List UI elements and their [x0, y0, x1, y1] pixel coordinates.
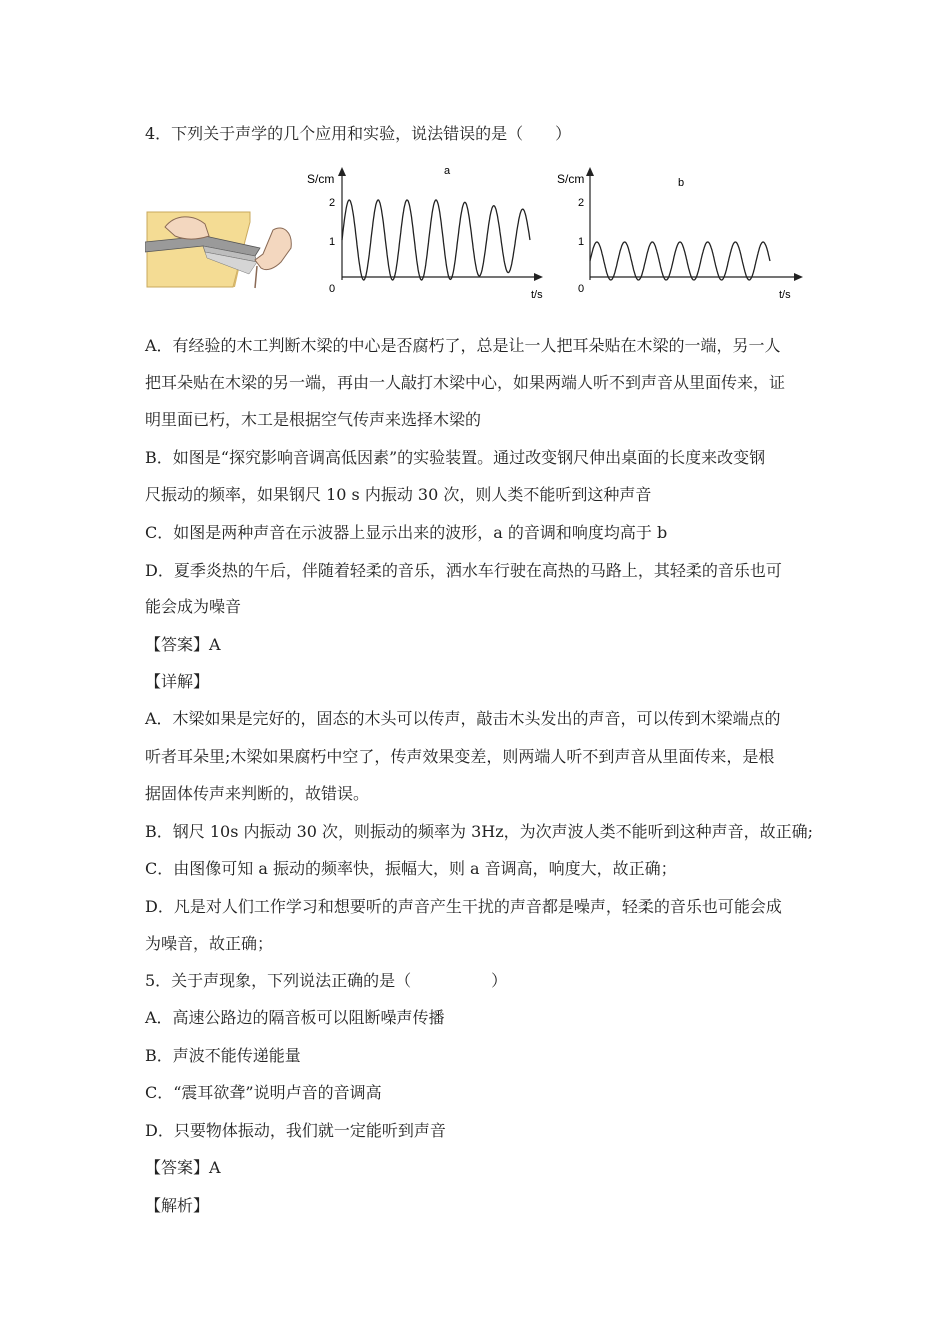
graph-b-ylabel: S/cm: [557, 172, 585, 186]
graph-b-tick-2: 2: [578, 197, 585, 209]
q4-option-line-5: 尺振动的频率，如果钢尺 10 s 内振动 30 次，则人类不能听到这种声音: [145, 485, 652, 504]
graph-b-tick-0: 0: [578, 283, 585, 295]
q4-figure-svg: [145, 162, 815, 312]
ruler-table-illustration: [145, 212, 291, 288]
q4-detail-line-1: A．木梁如果是完好的，固态的木头可以传声，敲击木头发出的声音，可以传到木梁端点的: [145, 709, 781, 728]
q4-option-line-4: B．如图是“探究影响音调高低因素”的实验装置。通过改变钢尺伸出桌面的长度来改变钢: [145, 448, 766, 467]
q4-option-line-1: A．有经验的木工判断木梁的中心是否腐朽了，总是让一人把耳朵贴在木梁的一端，另一人: [145, 336, 781, 355]
q4-detail-line-6: D．凡是对人们工作学习和想要听的声音产生干扰的声音都是噪声，轻柔的音乐也可能会成: [145, 897, 782, 916]
q4-question: 4．下列关于声学的几个应用和实验，说法错误的是（ ）: [145, 124, 572, 143]
q4-detail-line-3: 据固体传声来判断的，故错误。: [145, 784, 370, 803]
q5-question: 5．关于声现象，下列说法正确的是（ ）: [145, 971, 508, 990]
graph-b-x-arrow: [794, 273, 803, 281]
graph-a-wave: [342, 200, 530, 280]
q4-option-line-8: 能会成为噪音: [145, 597, 242, 616]
graph-b-tick-1: 1: [578, 236, 585, 248]
q4-option-line-7: D．夏季炎热的午后，伴随着轻柔的音乐，洒水车行驶在高热的马路上，其轻柔的音乐也可: [145, 561, 782, 580]
q4-detail-line-7: 为噪音，故正确；: [145, 934, 274, 953]
graph-b: [557, 167, 803, 301]
q5-option-a: A．高速公路边的隔音板可以阻断噪声传播: [145, 1008, 445, 1027]
graph-a-tick-2: 2: [329, 197, 336, 209]
q4-detail-line-4: B．钢尺 10s 内振动 30 次，则振动的频率为 3Hz，为次声波人类不能听到这种声音，故正确;: [145, 822, 814, 841]
q5-option-b: B．声波不能传递能量: [145, 1046, 301, 1065]
graph-a-y-arrow: [338, 167, 346, 176]
q5-answer: 【答案】A: [145, 1158, 221, 1177]
graph-a: [307, 165, 543, 301]
graph-b-y-arrow: [586, 167, 594, 176]
q4-detail-line-2: 听者耳朵里;木梁如果腐朽中空了，传声效果变差，则两端人听不到声音从里面传来，是根: [145, 747, 775, 766]
q4-figure: [145, 162, 815, 312]
graph-a-xlabel: t/s: [531, 289, 543, 301]
q5-option-c: C．“震耳欲聋”说明卢音的音调高: [145, 1083, 382, 1102]
graph-a-label: a: [444, 165, 451, 177]
q4-detail-title: 【详解】: [145, 672, 210, 691]
q5-option-d: D．只要物体振动，我们就一定能听到声音: [145, 1121, 446, 1140]
graph-a-ylabel: S/cm: [307, 172, 335, 186]
q5-analysis-title: 【解析】: [145, 1196, 210, 1215]
graph-a-tick-1: 1: [329, 236, 336, 248]
graph-b-label: b: [678, 177, 685, 189]
graph-a-x-arrow: [534, 273, 543, 281]
q4-option-line-6: C．如图是两种声音在示波器上显示出来的波形，a 的音调和响度均高于 b: [145, 523, 668, 542]
q4-answer: 【答案】A: [145, 635, 221, 654]
graph-a-tick-0: 0: [329, 283, 336, 295]
q4-option-line-3: 明里面已朽，木工是根据空气传声来选择木梁的: [145, 410, 482, 429]
q4-option-line-2: 把耳朵贴在木梁的另一端，再由一人敲打木梁中心，如果两端人听不到声音从里面传来，证: [145, 373, 786, 392]
graph-b-wave: [590, 242, 770, 280]
graph-b-xlabel: t/s: [779, 289, 791, 301]
q4-detail-line-5: C．由图像可知 a 振动的频率快，振幅大，则 a 音调高，响度大，故正确；: [145, 859, 677, 878]
